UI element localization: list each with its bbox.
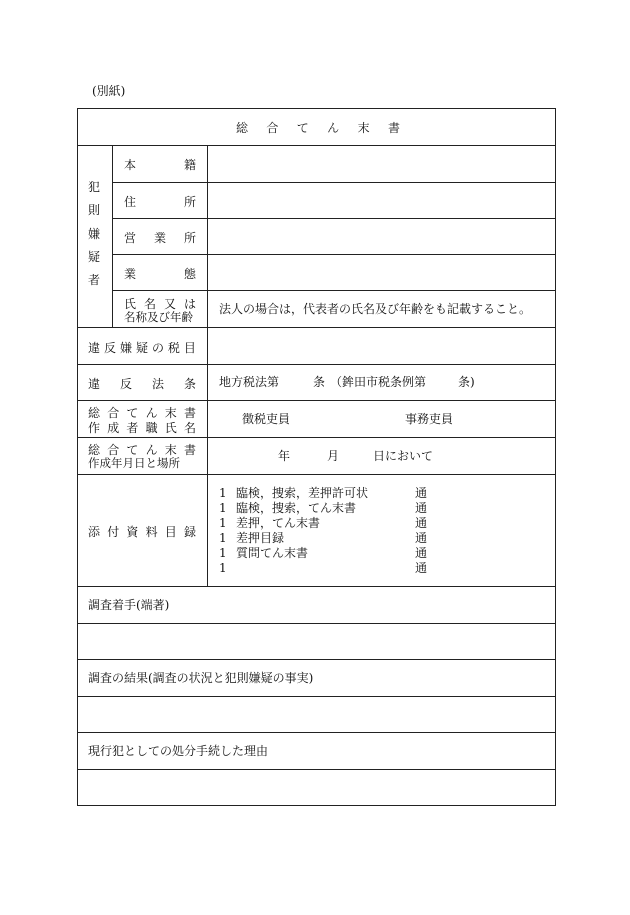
attachment-label: (別紙) bbox=[92, 84, 126, 98]
domicile-label: 本 籍 bbox=[124, 158, 196, 172]
name-label-line1: 氏 名 又 は bbox=[124, 297, 196, 311]
date-label-line1: 総 合 て ん 末 書 bbox=[88, 443, 196, 457]
attachments-label: 添 付 資 料 目 録 bbox=[88, 525, 196, 539]
suspect-label: 犯 則 嫌 疑 者 bbox=[87, 180, 100, 287]
attachment-unit: 通 bbox=[415, 561, 428, 575]
investigation-result-label: 調査の結果(調査の状況と犯則嫌疑の事実) bbox=[88, 671, 314, 685]
address-label: 住 所 bbox=[124, 195, 196, 209]
law-article-prefix: 地方税法第 bbox=[219, 375, 280, 389]
attachment-name: 差押，てん末書 bbox=[236, 516, 321, 530]
attachment-unit: 通 bbox=[415, 546, 428, 560]
city-ordinance-prefix: （鉾田市税条例第 bbox=[330, 375, 427, 389]
date-day-suffix: 日において bbox=[373, 449, 434, 463]
attachment-count: 1 bbox=[219, 546, 227, 560]
date-label-line2: 作成年月日と場所 bbox=[88, 456, 180, 470]
attachment-unit: 通 bbox=[415, 486, 428, 500]
business-type-label: 業 態 bbox=[124, 267, 196, 281]
attachment-count: 1 bbox=[219, 501, 227, 515]
attachment-name: 臨検，捜索，てん末書 bbox=[236, 501, 357, 515]
attachment-count: 1 bbox=[219, 486, 227, 500]
disposal-reason-field[interactable] bbox=[78, 770, 554, 804]
date-year-suffix: 年 bbox=[278, 449, 291, 463]
attachment-name: 臨検，捜索，差押許可状 bbox=[236, 486, 369, 500]
attachment-unit: 通 bbox=[415, 516, 428, 530]
disposal-reason-label: 現行犯としての処分手続した理由 bbox=[88, 744, 269, 758]
attachment-count: 1 bbox=[219, 516, 227, 530]
author-label-line2: 作 成 者 職 氏 名 bbox=[88, 421, 196, 435]
attachment-count: 1 bbox=[219, 561, 227, 575]
address-field[interactable] bbox=[209, 183, 554, 217]
name-note: 法人の場合は，代表者の氏名及び年齢をも記載すること。 bbox=[219, 302, 532, 316]
name-label-line2: 名称及び年齢 bbox=[124, 310, 193, 324]
date-month-suffix: 月 bbox=[327, 449, 340, 463]
attachment-count: 1 bbox=[219, 531, 227, 545]
attachment-unit: 通 bbox=[415, 531, 428, 545]
domicile-field[interactable] bbox=[209, 146, 554, 181]
tax-official-label: 徴税吏員 bbox=[242, 412, 291, 426]
attachment-unit: 通 bbox=[415, 501, 428, 515]
investigation-start-field[interactable] bbox=[78, 624, 554, 658]
business-office-field[interactable] bbox=[209, 219, 554, 253]
investigation-result-field[interactable] bbox=[78, 697, 554, 731]
clerk-label: 事務吏員 bbox=[405, 412, 454, 426]
tax-item-label: 違 反 嫌 疑 の 税 目 bbox=[88, 341, 196, 355]
business-office-label: 営 業 所 bbox=[124, 231, 196, 245]
law-article-number-suffix: 条 bbox=[313, 375, 326, 389]
business-type-field[interactable] bbox=[209, 255, 554, 289]
city-ordinance-suffix: 条) bbox=[458, 375, 475, 389]
form-title: 総 合 て ん 末 書 bbox=[236, 121, 400, 135]
tax-item-field[interactable] bbox=[209, 328, 554, 363]
attachment-name: 差押目録 bbox=[236, 531, 285, 545]
attachment-name: 質問てん末書 bbox=[236, 546, 309, 560]
law-article-label: 違 反 法 条 bbox=[88, 377, 196, 391]
investigation-start-label: 調査着手(端著) bbox=[88, 598, 170, 612]
author-label-line1: 総 合 て ん 末 書 bbox=[88, 406, 196, 420]
